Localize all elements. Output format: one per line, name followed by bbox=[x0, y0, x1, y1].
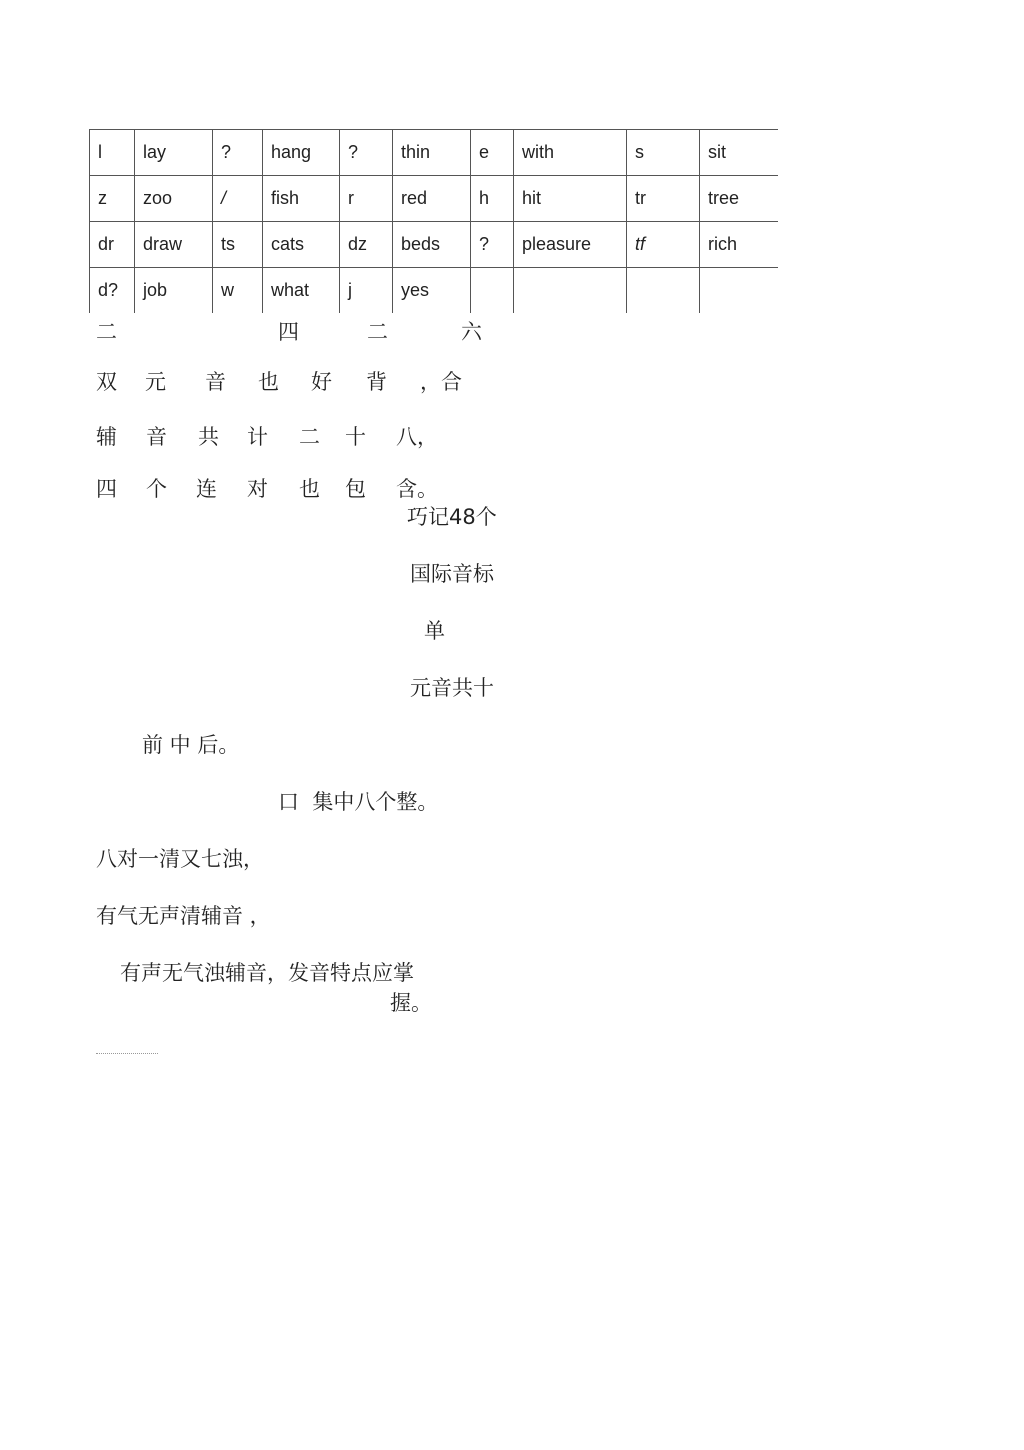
table-cell: tf bbox=[627, 222, 700, 268]
front-mid-back-line: 前 中 后。 bbox=[142, 733, 240, 757]
footnote-divider bbox=[96, 1053, 158, 1054]
phonetic-table bbox=[89, 129, 778, 313]
table-row bbox=[90, 130, 778, 176]
rhyme-char: 四 bbox=[96, 477, 117, 501]
rhyme-char: 也 bbox=[299, 477, 320, 501]
table-cell: / bbox=[213, 176, 263, 222]
rhyme-char: 背 bbox=[366, 370, 387, 394]
table-cell: d? bbox=[90, 268, 135, 314]
title-line-2: 国际音标 bbox=[410, 562, 494, 586]
rhyme-char: 双 bbox=[96, 370, 117, 394]
table-cell: r bbox=[340, 176, 393, 222]
rhyme-char: 音 bbox=[205, 370, 226, 394]
voiced-line-end: 握。 bbox=[390, 991, 432, 1015]
table-cell: zoo bbox=[135, 176, 213, 222]
table-cell: e bbox=[471, 130, 514, 176]
table-cell: beds bbox=[393, 222, 471, 268]
table-cell: w bbox=[213, 268, 263, 314]
table-cell: what bbox=[263, 268, 340, 314]
single-vowel-label: 单 bbox=[424, 619, 445, 643]
title-line-1: 巧记48个 bbox=[407, 505, 497, 529]
rhyme-char: 二 bbox=[299, 425, 320, 449]
table-cell: fish bbox=[263, 176, 340, 222]
table-cell: ? bbox=[471, 222, 514, 268]
rhyme-char: 计 bbox=[247, 425, 268, 449]
rhyme-char: 对 bbox=[247, 477, 268, 501]
table-cell: with bbox=[514, 130, 627, 176]
rhyme-char: 四 bbox=[278, 320, 299, 344]
rhyme-char: 音 bbox=[146, 425, 167, 449]
table-cell: dr bbox=[90, 222, 135, 268]
voiceless-line: 有气无声清辅音 ， bbox=[96, 904, 271, 928]
rhyme-char: 共 bbox=[198, 425, 219, 449]
table-cell: l bbox=[90, 130, 135, 176]
table-cell bbox=[471, 268, 514, 314]
table-cell bbox=[700, 268, 778, 314]
table-cell: dz bbox=[340, 222, 393, 268]
table-cell: job bbox=[135, 268, 213, 314]
rhyme-char: 八， bbox=[396, 425, 438, 449]
rhyme-char: 好 bbox=[311, 370, 332, 394]
rhyme-char: 含。 bbox=[396, 477, 438, 501]
rhyme-char: 连 bbox=[196, 477, 217, 501]
table-cell: pleasure bbox=[514, 222, 627, 268]
table-cell: tr bbox=[627, 176, 700, 222]
table-cell: h bbox=[471, 176, 514, 222]
table-cell: ts bbox=[213, 222, 263, 268]
rhyme-char: 二 bbox=[96, 320, 117, 344]
table-cell: draw bbox=[135, 222, 213, 268]
rhyme-char: 二 bbox=[367, 320, 388, 344]
rhyme-char: 也 bbox=[258, 370, 279, 394]
table-cell: lay bbox=[135, 130, 213, 176]
table-cell: j bbox=[340, 268, 393, 314]
rhyme-char: 包 bbox=[345, 477, 366, 501]
table-row bbox=[90, 176, 778, 222]
table-cell: thin bbox=[393, 130, 471, 176]
table-cell: yes bbox=[393, 268, 471, 314]
table-cell: s bbox=[627, 130, 700, 176]
table-cell: rich bbox=[700, 222, 778, 268]
voiced-line: 有声无气浊辅音，发音特点应掌 bbox=[120, 961, 414, 985]
pairs-line: 八对一清又七浊， bbox=[96, 847, 264, 871]
rhyme-char: 元 bbox=[145, 370, 166, 394]
rhyme-char: 十 bbox=[345, 425, 366, 449]
table-cell: tree bbox=[700, 176, 778, 222]
table-row bbox=[90, 268, 778, 314]
table-cell: ? bbox=[340, 130, 393, 176]
table-cell: hit bbox=[514, 176, 627, 222]
table-cell bbox=[514, 268, 627, 314]
table-cell: ? bbox=[213, 130, 263, 176]
table-cell: cats bbox=[263, 222, 340, 268]
rhyme-char: ，合 bbox=[420, 370, 462, 394]
table-cell: z bbox=[90, 176, 135, 222]
table-row bbox=[90, 222, 778, 268]
table-cell: hang bbox=[263, 130, 340, 176]
table-cell: red bbox=[393, 176, 471, 222]
vowels-count-line: 元音共十 bbox=[410, 676, 494, 700]
rhyme-char: 个 bbox=[146, 477, 167, 501]
table-cell bbox=[627, 268, 700, 314]
rhyme-char: 辅 bbox=[96, 425, 117, 449]
mouth-line: 口 集中八个整。 bbox=[278, 790, 439, 814]
rhyme-char: 六 bbox=[461, 320, 482, 344]
table-cell: sit bbox=[700, 130, 778, 176]
